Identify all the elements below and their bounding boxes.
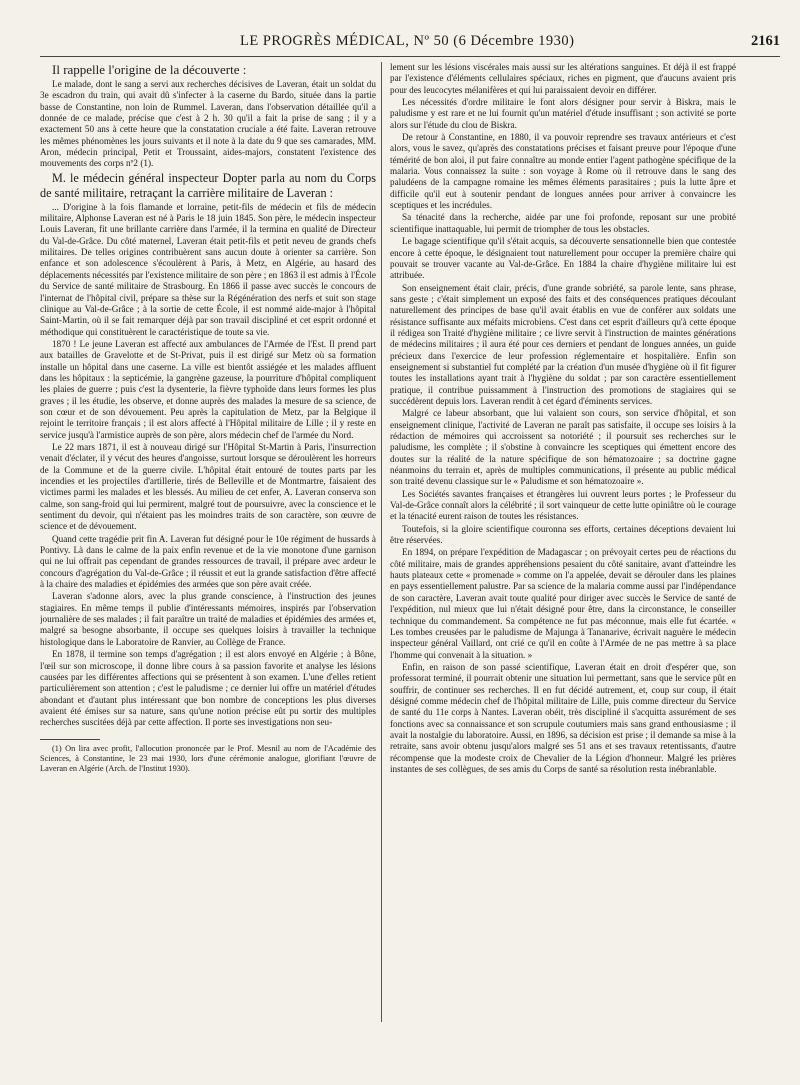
paragraph: lement sur les lésions viscérales mais aussi sur les altérations sanguines. Et déjà il est frappé par l'existence d'éléments cellulaires spéciaux, riches en pigment, que d'aucuns avaient pris pour des leucocytes mélanifères et qui lui paraissaient devoir en différer. bbox=[390, 62, 736, 95]
running-head bbox=[40, 33, 780, 53]
paragraph: Les nécessités d'ordre militaire le font alors désigner pour servir à Biskra, mais le paludisme y est rare et ne lui fournit qu'un matériel d'étude insuffisant ; son activité se porte alors sur l'étude du clou de Biskra. bbox=[390, 97, 736, 130]
paragraph: Le bagage scientifique qu'il s'était acquis, sa découverte sensationnelle bien que contestée encore à cette époque, le désignaient tout naturellement pour occuper la première chaire qui pouvait se trouver vacante au Val-de-Grâce. En 1884 la chaire d'hygiène militaire lui est attribuée. bbox=[390, 236, 736, 281]
right-column bbox=[390, 62, 736, 1062]
paragraph: En 1894, on prépare l'expédition de Madagascar ; on prévoyait certes peu de réactions du côté militaire, mais de grandes appréhensions pesaient du côté sanitaire, avant d'atteindre les hauts plateaux cette « promenade » comme on l'a appelée, devait se dérouler dans les plaines en pays essentiellement palustre. Par sa science de la malaria comme aussi par l'indépendance de son caractère, Laveran avait toute qualité pour diriger avec succès le Service de santé de l'expédition, nul mieux que lui n'était désigné pour être, dans la circonstance, le conseiller technique du commandement. Sa compétence ne fut pas méconnue, mais elle fut écartée. « Les tombes creusées par le paludisme de Majunga à Tananarive, écrivait naguère le médecin inspecteur général Vaillard, ont crié ce qu'il en coûte à l'Armée de ne pas mettre à sa place l'homme qui convenait à la situation. » bbox=[390, 547, 736, 660]
paragraph: Sa ténacité dans la recherche, aidée par une foi profonde, reposant sur une probité scientifique inattaquable, lui permit de triompher de tous les obstacles. bbox=[390, 212, 736, 234]
paragraph: Toutefois, si la gloire scientifique couronna ses efforts, certaines déceptions devaient lui être réservées. bbox=[390, 523, 736, 546]
footnote: (1) On lira avec profit, l'allocution prononcée par le Prof. Mesnil au nom de l'Académie des Sciences, à Constantine, le 23 mai 1930, lors d'une cérémonie analogue, glorifiant l'œuvre de Laveran en Algérie (Arch. de l'Institut 1930). bbox=[40, 743, 376, 773]
paragraph: 1870 ! Le jeune Laveran est affecté aux ambulances de l'Armée de l'Est. Il prend part aux batailles de Gravelotte et de St-Privat, puis il est dirigé sur Metz où sa formation installe un hôpital dans une caserne. La ville est bientôt assiégée et les malades affluent dans les hôpitaux : la septicémie, la gangrène gazeuse, la pourriture d'hôpital compliquent les plaies de guerre ; puis c'est la dysenterie, la fièvre typhoïde dans leurs formes les plus graves ; il les étudie, les observe, et donne auprès des malades la mesure de sa science, de son cœur et de son dévouement. Peu après la capitulation de Metz, par la Belgique il rejoint le territoire français ; il est alors affecté à l'Hôpital militaire de Lille ; il y reste en service jusqu'à l'armistice auprès de son père, alors médecin chef de l'armée du Nord. bbox=[40, 338, 376, 440]
paragraph: Les Sociétés savantes françaises et étrangères lui ouvrent leurs portes ; le Professeur du Val-de-Grâce connaît alors la célébrité ; il sort vainqueur de cette lutte opiniâtre où le courage et la ténacité eurent raison de toutes les résistances. bbox=[390, 488, 736, 522]
paragraph: Quand cette tragédie prit fin A. Laveran fut désigné pour le 10e régiment de hussards à Pontivy. Là dans le calme de la paix enfin revenue et de la vie monotone d'une garnison qui ne lui offrait pas cependant de grandes ressources de travail, il prépare avec ardeur le concours d'agrégation du Val-de-Grâce ; il réussit et eut la grande satisfaction d'être affecté à la chaire des maladies et épidémies des armées que son père avait créée. bbox=[40, 533, 376, 590]
paragraph: ... D'origine à la fois flamande et lorraine, petit-fils de médecin et fils de médecin militaire, Alphonse Laveran est né à Paris le 18 juin 1845. Son père, le médecin inspecteur Louis Laveran, fit une brillante carrière dans l'armée, il la termina en qualité de Directeur du Val-de-Grâce. Du côté maternel, Laveran était petit-fils et petit neveu de grands chefs militaires. De telles origines contribuèrent sans aucun doute à orienter sa carrière. Son enfance et son adolescence s'écoulèrent à Paris, à Metz, en Algérie, au hasard des déplacements nécessités par l'existence militaire de son père ; en 1863 il est admis à l'École du Service de santé militaire de Strasbourg. En 1866 il passe avec succès le concours de l'internat de l'hôpital civil, prépare sa thèse sur la Régénération des nerfs et suit son stage clinique au Val-de-Grâce ; à la sortie de cette École, il est nommé aide-major à l'hôpital Saint-Martin, où il se fait remarquer déjà par son travail discipliné et cet esprit ordonné et méthodique qui constituèrent le caractéristique de toute sa vie. bbox=[40, 201, 376, 337]
journal-title: LE PROGRÈS MÉDICAL, Nº 50 (6 Décembre 1930) bbox=[240, 33, 575, 49]
left-column bbox=[40, 62, 376, 1062]
footnote-rule bbox=[40, 739, 100, 740]
column-divider bbox=[381, 62, 382, 1022]
paragraph: Laveran s'adonne alors, avec la plus grande conscience, à l'instruction des jeunes stagiaires. En même temps il publie d'intéressants mémoires, inspirés par l'observation journalière de ses malades ; il fait paraître un traité de maladies et épidémies des armées et, malgré sa besogne absorbante, il occupe ses quelques loisirs à travailler la technique histologique dans le Laboratoire de Ranvier, au Collège de France. bbox=[40, 591, 376, 647]
paragraph: En 1878, il termine son temps d'agrégation ; il est alors envoyé en Algérie ; à Bône, l'œil sur son microscope, il donne libre cours à sa passion favorite et analyse les lésions causées par les différentes affections qui se présentent à son examen. L'une d'elles retient particulièrement son attention ; c'est le paludisme ; ce dernier lui offre un matériel d'études abondant et d'autant plus intéressant que bon nombre de conceptions les plus diverses avaient été émises sur sa nature, sans qu'une notion précise eût pu sortir des multiples recherches suscitées déjà par cette affection. Il porte ses investigations non seu- bbox=[40, 649, 376, 728]
section-heading: Il rappelle l'origine de la découverte : bbox=[52, 62, 247, 77]
header-rule bbox=[40, 56, 780, 57]
paragraph: Son enseignement était clair, précis, d'une grande sobriété, sa parole lente, sans phrase, sans geste ; c'était simplement un exposé des faits et des conséquences pratiques découlant naturellement des principes de base qu'il avait établis en vue de conférer aux soldats une résistance suffisante aux méfaits microbiens. C'est dans cet esprit d'ailleurs qu'à cette époque il rédigea son Traité d'hygiène militaire ; ce livre servit à l'instruction de maintes générations de médecins militaires ; il aura été pour ces derniers et pendant de longues années, un guide précieux dans l'exercice de leur profession réglementaire et hospitalière. Enfin son enseignement si substantiel fut complété par la création d'un musée d'hygiène où il fit figurer toutes les installations ayant trait à l'hygiène du soldat ; par son caractère essentiellement pratique, il contribue puissamment à l'instruction des promotions de stagiaires qui se succédèrent depuis lors. Laveran rendit à cet égard d'éminents services. bbox=[390, 282, 736, 406]
paragraph: Le malade, dont le sang a servi aux recherches décisives de Laveran, était un soldat du 3e escadron du train, qui avait dû s'infecter à la caserne du Bardo, située dans la partie basse de Constantine, non loin de Rummel. Laveran, dans l'observation détaillée qu'il a donnée de ce malade, précise que c'est à 2 h. 30 qu'il a fait la prise de sang ; il y a exactement 50 ans à cette heure que la constatation cruciale a été faite. Laveran retrouve les mêmes phénomènes les jours suivants et il note à la date du 9 que ses camarades, MM. Aron, médecin principal, Petit et Troussaint, aides-majors, constatent l'existence des mouvements des corps nº2 (1). bbox=[40, 79, 376, 169]
paragraph: Enfin, en raison de son passé scientifique, Laveran était en droit d'espérer que, son professorat terminé, il pourrait obtenir une situation lui permettant, sans que le service pût en souffrir, de continuer ses recherches. Il en fut décidé autrement, et, coup sur coup, il était désigné comme médecin chef de l'hôpital militaire de Lille, puis comme directeur du Service de santé du 11e corps à Nantes. Laveran obéit, très discipliné il s'acquitta assurément de ses fonctions avec sa connaissance et son scrupule coutumiers mais sans grand enthousiasme ; il avait la nostalgie du laboratoire. Aussi, en 1896, sa décision est prise ; il demande sa mise à la retraite, sans avoir obtenu jusqu'alors malgré ses 51 ans et ses travaux retentissants, d'autre récompense que la modeste croix de Chevalier de la Légion d'honneur. Malgré les prières instantes de ses collègues, de ses amis du Corps de santé sa résolution resta inébranlable. bbox=[390, 661, 736, 774]
speaker-lead: M. le médecin général inspecteur Dopter parla au nom du Corps de santé militaire, retraçant la carrière militaire de Laveran : bbox=[40, 170, 376, 200]
paragraph: Le 22 mars 1871, il est à nouveau dirigé sur l'Hôpital St-Martin à Paris, l'insurrection venait d'éclater, il y vécut des heures d'angoisse, surtout lorsque se déroulèrent les horreurs de la Commune et de la guerre civile. L'hôpital était entouré de toutes parts par les incendies et les projectiles d'artillerie, tirés de Belleville et de Montmartre, faisaient des victimes parmi les malades et les blessés. Au milieu de cet enfer, A. Laveran conserva son calme, son sang-froid qui lui permirent, malgré tout de poursuivre, avec la conscience et le sentiment du devoir, qui n'étaient pas les moindres traits de son caractère, son œuvre de science et de dévouement. bbox=[40, 441, 376, 532]
paragraph: De retour à Constantine, en 1880, il va pouvoir reprendre ses travaux antérieurs et c'est alors, vous le savez, qu'après des constatations précises et faisant preuve pour l'époque d'une témérité de bon aloi, il put faire connaître au monde entier l'agent pathogène spécifique de la malaria. Vous connaissez la suite : son voyage à Rome où il retrouve dans le sang des paludéens de la campagne romaine les mêmes éléments parasitaires ; puis la lutte âpre et difficile qu'il eut à soutenir pendant de longues années pour arriver à convaincre les sceptiques et les incrédules. bbox=[390, 132, 736, 211]
page-number: 2161 bbox=[751, 33, 780, 49]
paragraph: Malgré ce labeur absorbant, que lui valaient son cours, son service d'hôpital, et son enseignement clinique, l'activité de Laveran ne paraît pas satisfaite, il occupe ses loisirs à la rédaction de mémoires qui accroissent sa notoriété ; il poursuit ses recherches sur le paludisme, les complète ; il s'obstine à convaincre les sceptiques qui émettent encore des doutes sur la réalité de la nature spécifique de son hématozoaire ; sa doctrine gagne néanmoins du terrain et, après de multiples communications, il présente au public médical son traité devenu classique sur le « Paludisme et son hématozoaire ». bbox=[390, 408, 736, 487]
